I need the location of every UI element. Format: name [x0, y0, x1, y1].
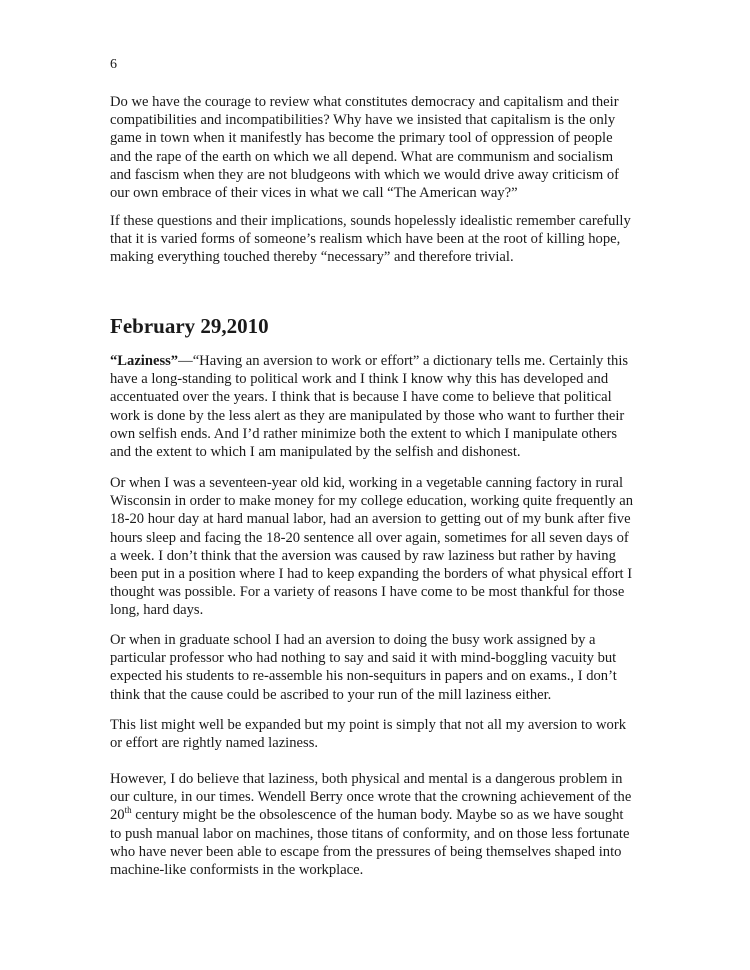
text-line: However, I do believe that laziness, both physical and mental is a dangerous problem in — [110, 771, 623, 787]
paragraph-canning-factory — [110, 474, 634, 620]
paragraph-list-expanded — [110, 716, 630, 752]
text-line: thought was possible. For a variety of reasons I have come to be most thankful for those — [110, 584, 625, 601]
date-heading: February 29,2010 — [110, 314, 269, 338]
text-line: Do we have the courage to review what constitutes democracy and capitalism and their — [110, 94, 619, 110]
text-line: particular professor who had nothing to say and said it with mind-boggling vacuity but — [110, 650, 617, 667]
text-line — [110, 806, 630, 824]
text-segment: century might be the obsolescence of the human body. Maybe so as we have sought — [131, 807, 624, 824]
text-line: hours sleep and facing the 18-20 sentence all over again, sometimes for all seven days of — [110, 529, 629, 546]
text-line: that it is varied forms of someone’s realism which have been at the root of killing hope, — [110, 231, 621, 248]
text-line: and the rape of the earth on which we all depend. What are communism and socialism — [110, 148, 614, 165]
text-line: expected his students to re-assemble his non-sequiturs in papers and on exams., I don’t — [110, 668, 617, 685]
defined-term: “Laziness” — [110, 353, 179, 369]
paragraph-idealistic — [110, 212, 630, 267]
page-number: 6 — [110, 57, 117, 72]
text-line: Or when in graduate school I had an aversion to doing the busy work assigned by a — [110, 632, 596, 648]
text-segment: —“Having an aversion to work or effort” a dictionary tells me. Certainly this — [178, 353, 629, 369]
paragraph-graduate-school — [110, 631, 630, 704]
superscript-ordinal: th — [124, 805, 132, 816]
paragraph-wendell-berry — [110, 770, 630, 879]
text-line: and the extent to which I am manipulated by the selfish and dishonest. — [110, 444, 521, 461]
paragraph-democracy-capitalism — [110, 93, 630, 202]
text-line: been put in a position where I had to keep expanding the borders of what physical effort I — [110, 566, 633, 583]
text-line: machine-like conformists in the workplace. — [110, 862, 364, 879]
text-line: work is done by the less alert as they are manipulated by those who want to further their — [110, 407, 625, 424]
text-line: think that the cause could be ascribed to your run of the mill laziness either. — [110, 686, 552, 703]
text-line: long, hard days. — [110, 602, 204, 619]
text-line: our culture, in our times. Wendell Berry once wrote that the crowning achievement of the — [110, 789, 632, 806]
text-line: accentuated over the years. I think that is because I have come to believe that political — [110, 389, 612, 406]
text-line: This list might well be expanded but my point is simply that not all my aversion to work — [110, 717, 626, 733]
text-line: compatibilities and incompatibilities? Why have we insisted that capitalism is the only — [110, 112, 616, 129]
text-line: Wisconsin in order to make money for my college education, working quite frequently an — [110, 493, 634, 510]
text-line: Or when I was a seventeen-year old kid, working in a vegetable canning factory in rural — [110, 475, 624, 491]
text-line: or effort are rightly named laziness. — [110, 735, 319, 752]
text-line: a week. I don’t think that the aversion was caused by raw laziness but rather by having — [110, 547, 616, 564]
text-line: game in town when it manifestly has become the primary tool of oppression of people — [110, 130, 613, 147]
text-line — [110, 352, 630, 370]
text-line: If these questions and their implications, sounds hopelessly idealistic remember carefully — [110, 213, 631, 229]
text-line: making everything touched thereby “necessary” and therefore trivial. — [110, 249, 514, 266]
text-line: to push manual labor on machines, those titans of conformity, and on those less fortunate — [110, 825, 630, 842]
paragraph-laziness-definition — [110, 352, 630, 461]
text-line: own selfish ends. And I’d rather minimize both the extent to which I manipulate others — [110, 425, 618, 442]
text-line: who have never been able to escape from the pressures of being themselves shaped into — [110, 843, 622, 860]
text-segment: 20 — [110, 807, 125, 824]
text-line: 18-20 hour day at hard manual labor, had an aversion to getting out of my bunk after five — [110, 511, 631, 528]
text-line: have a long-standing to political work and I think I know why this has developed and — [110, 371, 609, 388]
text-line: and fascism when they are not bludgeons with which we would drive away criticism of — [110, 166, 620, 183]
text-line: our own embrace of their vices in what we call “The American way?” — [110, 185, 518, 202]
